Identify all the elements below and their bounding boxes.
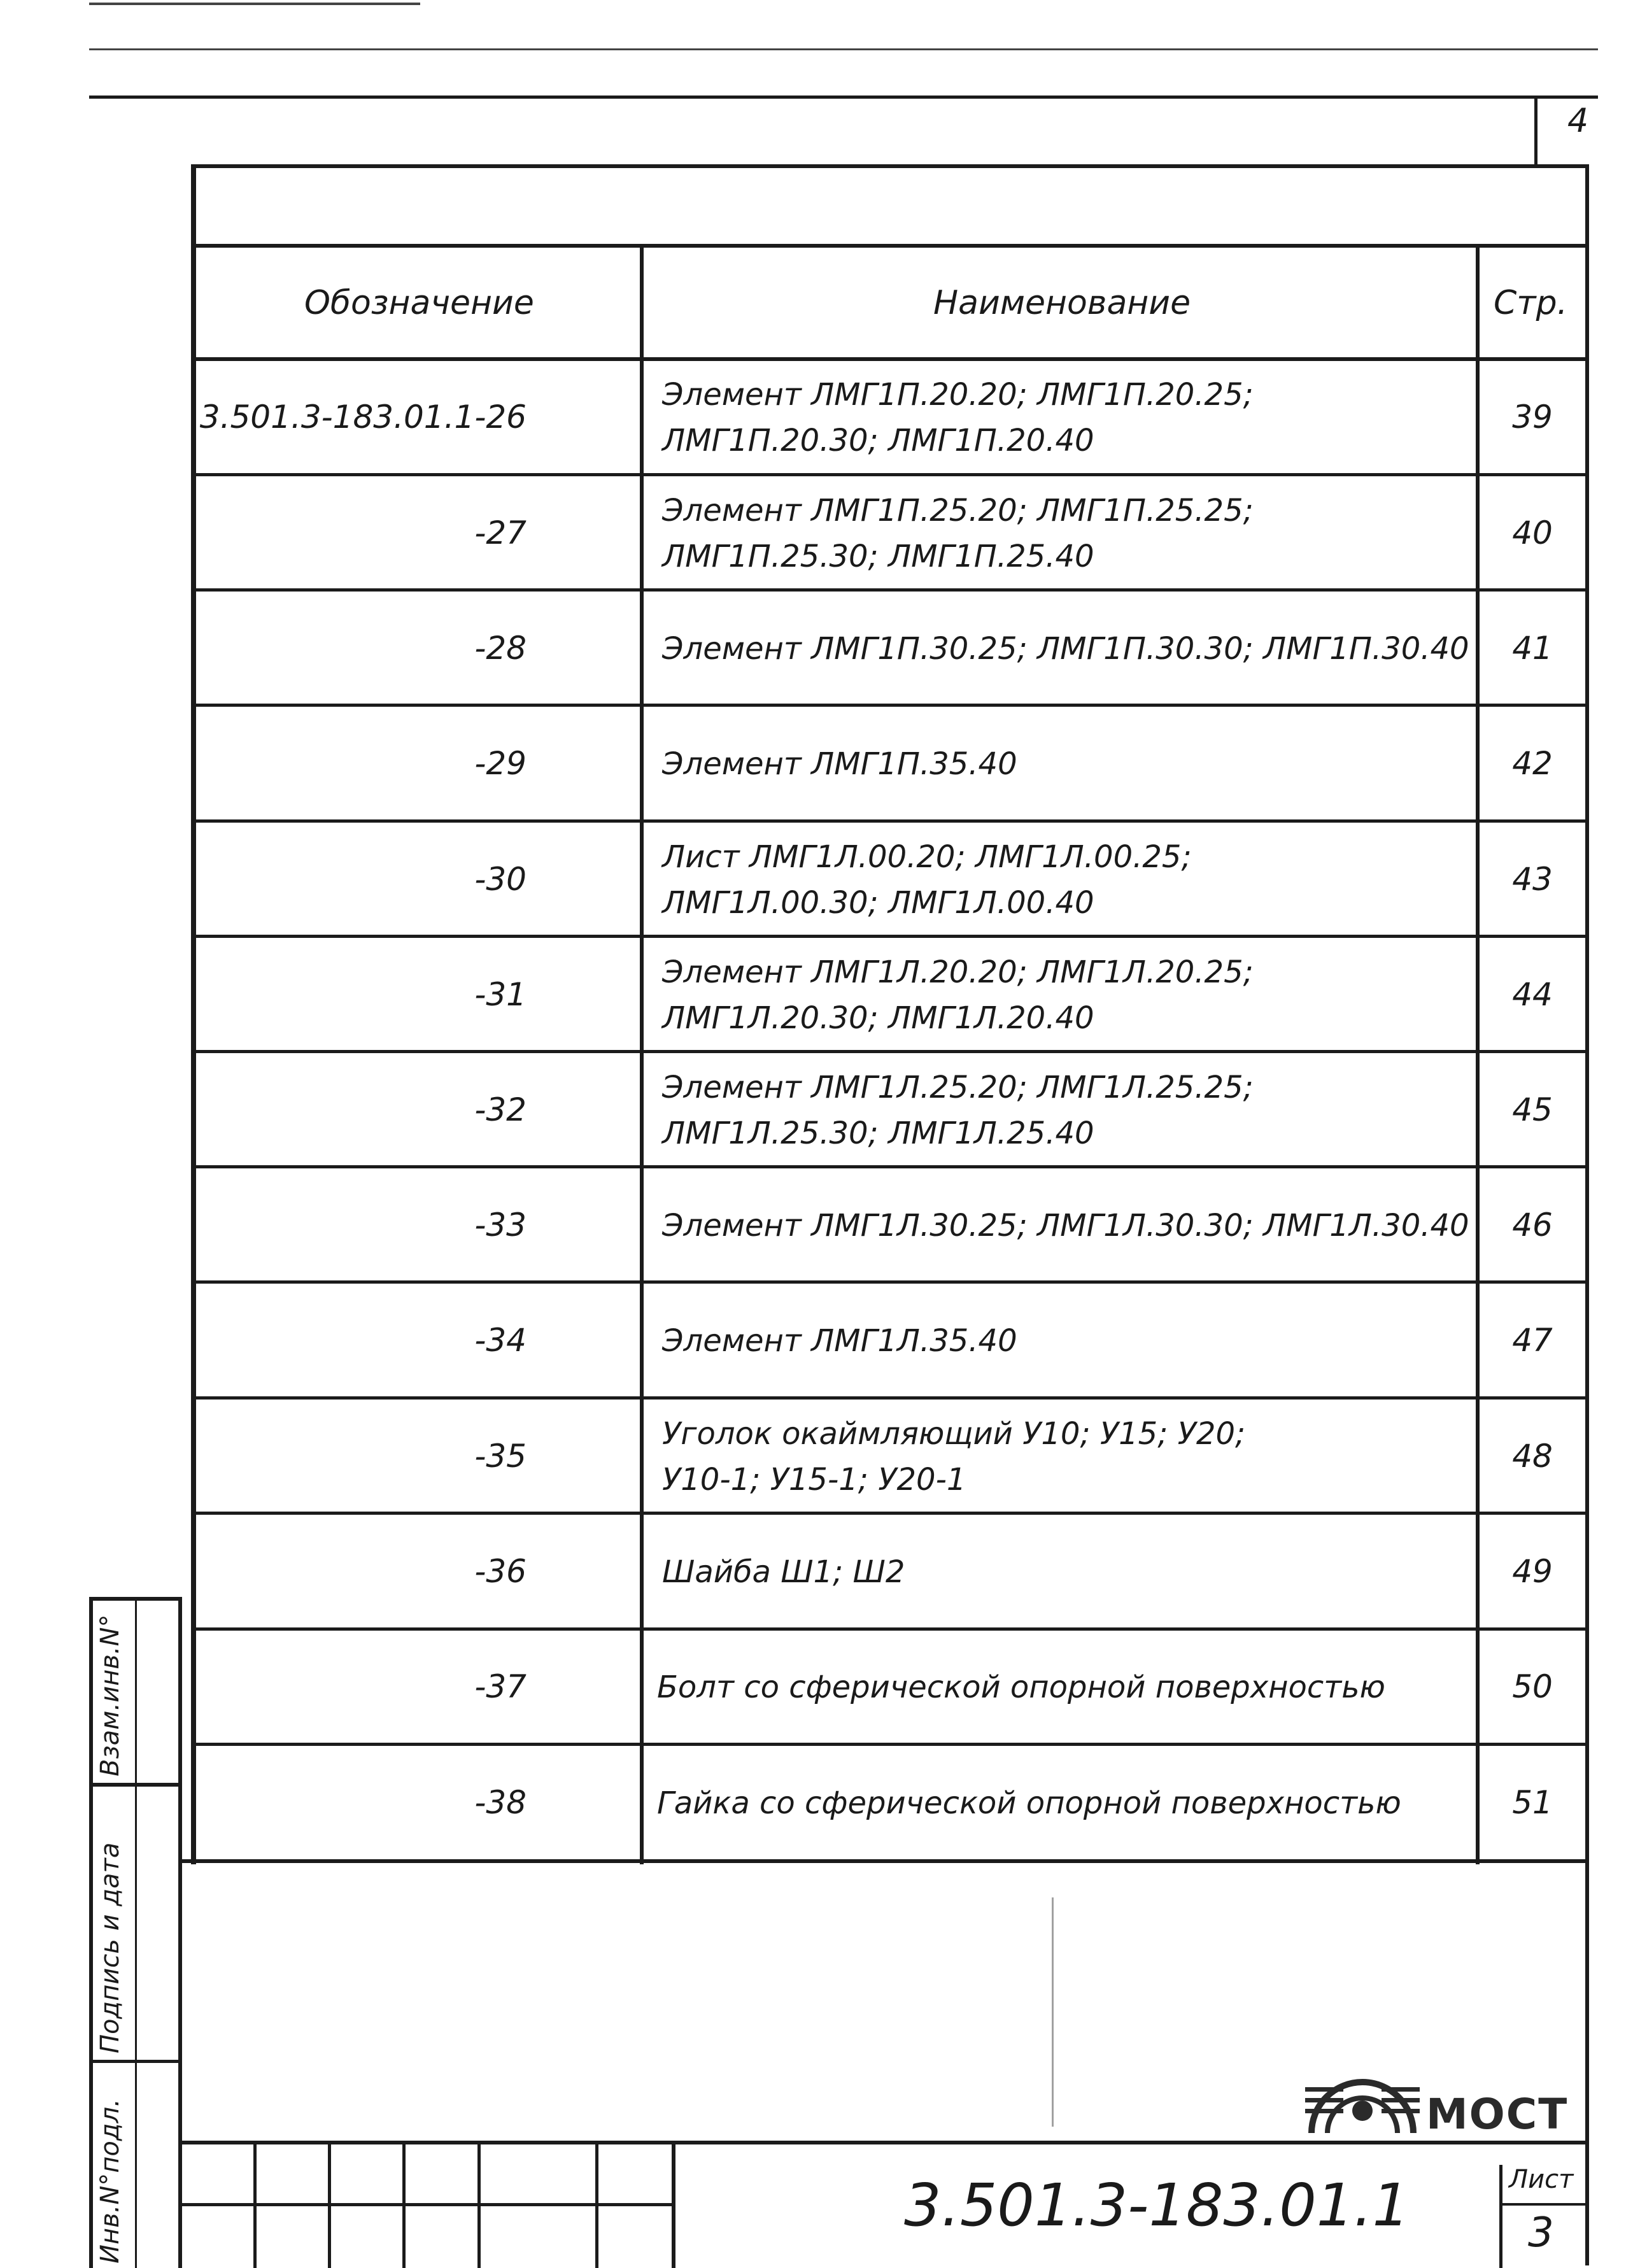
row-line <box>191 588 1589 592</box>
logo-text: МОСТ <box>1426 2090 1569 2139</box>
row-line <box>191 1512 1589 1515</box>
row-line <box>191 473 1589 476</box>
header-designation: Обозначение <box>304 284 534 322</box>
sheet-number: 3 <box>1528 2209 1554 2257</box>
frame-top-outer <box>89 96 1598 99</box>
frame-right <box>1585 164 1589 2265</box>
row-name-line-1: Уголок окаймляющий У10; У15; У20; <box>662 1416 1246 1452</box>
header-top-line <box>191 244 1589 248</box>
row-line <box>191 935 1589 938</box>
frame-left <box>191 164 196 1864</box>
col-sep-2 <box>1476 244 1480 1864</box>
row-name-line-1: Элемент ЛМГ1П.30.25; ЛМГ1П.30.30; ЛМГ1П.30.40 <box>662 631 1469 667</box>
row-name-line-2: У10-1; У15-1; У20-1 <box>662 1462 966 1498</box>
row-designation: -29 <box>474 745 527 782</box>
side-stamp-inventory: Инв.N°подл. <box>95 2099 125 2264</box>
row-name-line-1: Элемент ЛМГ1Л.25.20; ЛМГ1Л.25.25; <box>662 1070 1254 1105</box>
row-designation: -34 <box>474 1322 527 1359</box>
row-line <box>178 1859 1589 1863</box>
sheet-label: Лист <box>1509 2165 1574 2194</box>
header-bottom-line <box>191 357 1589 361</box>
side-stamp-right <box>178 1597 182 2268</box>
row-page: 40 <box>1512 514 1553 551</box>
frame-top <box>191 164 1589 168</box>
row-page: 49 <box>1512 1553 1553 1590</box>
side-stamp-inner <box>135 1597 137 2268</box>
row-page: 39 <box>1512 399 1553 436</box>
row-name-line-1: Шайба Ш1; Ш2 <box>662 1554 905 1590</box>
row-designation: -38 <box>474 1784 527 1821</box>
row-name-line-1: Элемент ЛМГ1Л.35.40 <box>662 1323 1017 1359</box>
title-block-sheet-sep <box>1499 2165 1502 2268</box>
header-name: Наименование <box>933 284 1191 322</box>
row-page: 46 <box>1512 1207 1553 1244</box>
title-block-top <box>178 2141 1589 2144</box>
title-block-sheet-mid <box>1499 2203 1589 2206</box>
row-designation: -37 <box>474 1668 527 1705</box>
row-line <box>191 1050 1589 1053</box>
row-name-line-1: Элемент ЛМГ1Л.20.20; ЛМГ1Л.20.25; <box>662 954 1254 990</box>
scan-edge-top <box>89 3 420 5</box>
row-page: 51 <box>1512 1784 1553 1821</box>
row-line <box>191 1743 1589 1746</box>
title-block-mid <box>178 2203 675 2206</box>
title-block-cell <box>328 2141 331 2268</box>
row-name-line-2: ЛМГ1П.20.30; ЛМГ1П.20.40 <box>662 423 1094 458</box>
row-name-line-1: Элемент ЛМГ1П.20.20; ЛМГ1П.20.25; <box>662 377 1254 413</box>
col-sep-1 <box>640 244 644 1864</box>
row-page: 45 <box>1512 1091 1553 1128</box>
row-page: 48 <box>1512 1438 1553 1475</box>
row-name-line-1: Гайка со сферической опорной поверхностью <box>657 1785 1401 1821</box>
row-line <box>191 1165 1589 1168</box>
row-name-line-2: ЛМГ1Л.00.30; ЛМГ1Л.00.40 <box>662 885 1094 921</box>
row-line <box>191 1627 1589 1631</box>
row-designation: -35 <box>474 1438 527 1475</box>
row-line <box>191 704 1589 707</box>
logo-mark-icon <box>1299 2038 1426 2139</box>
row-name-line-2: ЛМГ1Л.25.30; ЛМГ1Л.25.40 <box>662 1116 1094 1151</box>
row-line <box>191 1396 1589 1400</box>
title-block-cell <box>672 2141 675 2268</box>
company-logo <box>1299 2038 1569 2139</box>
row-page: 47 <box>1512 1322 1553 1359</box>
row-line <box>191 1280 1589 1284</box>
corner-box-left <box>1534 96 1537 166</box>
row-name-line-1: Элемент ЛМГ1П.35.40 <box>662 746 1017 782</box>
side-stamp-replacement: Взам.инв.N° <box>95 1614 125 1776</box>
row-page: 42 <box>1512 745 1553 782</box>
row-designation: -28 <box>474 630 527 667</box>
row-name-line-1: Лист ЛМГ1Л.00.20; ЛМГ1Л.00.25; <box>662 839 1192 875</box>
title-block-cell <box>253 2141 257 2268</box>
scan-mark <box>1052 1897 1054 2127</box>
scan-edge-top-2 <box>89 48 1598 50</box>
row-designation: -36 <box>474 1553 527 1590</box>
row-designation: -33 <box>474 1207 527 1244</box>
row-page: 43 <box>1512 861 1553 898</box>
title-block-cell <box>477 2141 481 2268</box>
row-page: 50 <box>1512 1668 1553 1705</box>
row-page: 41 <box>1512 630 1553 667</box>
title-block-cell <box>402 2141 406 2268</box>
row-designation: -31 <box>474 976 527 1013</box>
row-name-line-1: Элемент ЛМГ1П.25.20; ЛМГ1П.25.25; <box>662 493 1254 528</box>
row-designation: -30 <box>474 861 527 898</box>
row-name-line-2: ЛМГ1П.25.30; ЛМГ1П.25.40 <box>662 539 1094 574</box>
header-page: Стр. <box>1494 284 1568 322</box>
row-designation: -32 <box>474 1091 527 1128</box>
row-line <box>191 819 1589 823</box>
sheet-corner-number: 4 <box>1567 102 1589 140</box>
side-stamp-signature: Подпись и дата <box>95 1842 125 2053</box>
document-code: 3.501.3-183.01.1 <box>904 2171 1410 2239</box>
side-stamp-left <box>89 1597 93 2268</box>
title-block-cell <box>595 2141 598 2268</box>
row-designation: -27 <box>474 514 527 551</box>
row-page: 44 <box>1512 976 1553 1013</box>
row-name-line-2: ЛМГ1Л.20.30; ЛМГ1Л.20.40 <box>662 1000 1094 1036</box>
row-name-line-1: Элемент ЛМГ1Л.30.25; ЛМГ1Л.30.30; ЛМГ1Л.30.40 <box>662 1208 1469 1244</box>
row-designation: 3.501.3-183.01.1-26 <box>199 399 527 436</box>
row-name-line-1: Болт со сферической опорной поверхностью <box>657 1669 1385 1705</box>
